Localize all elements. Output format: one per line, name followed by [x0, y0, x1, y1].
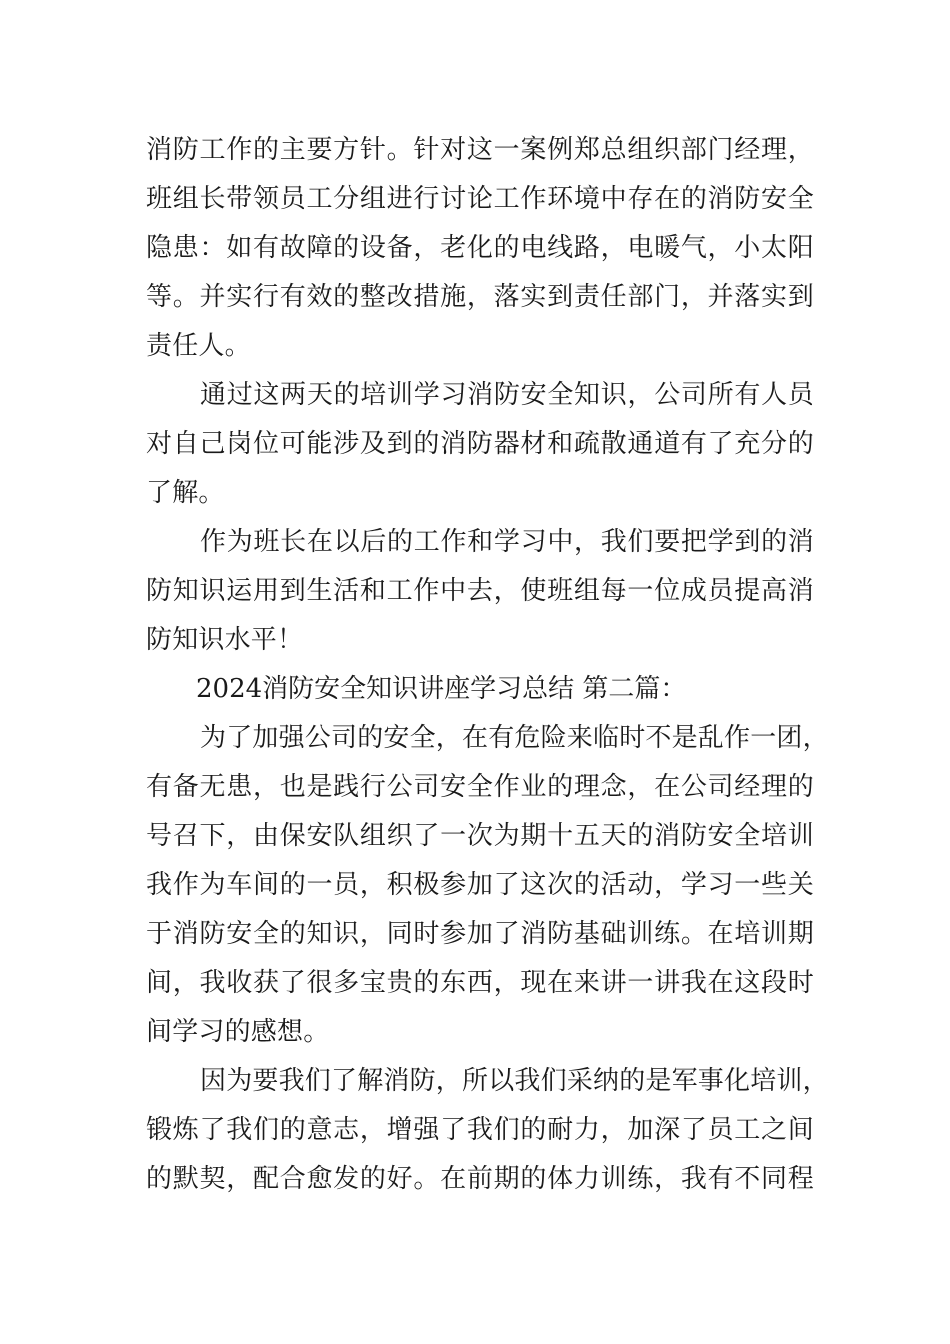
text-line: 等。并实行有效的整改措施，落实到责任部门，并落实到: [146, 282, 814, 312]
text-line: 了解。: [146, 478, 225, 508]
text-line: 间，我收获了很多宝贵的东西，现在来讲一讲我在这段时: [146, 968, 814, 998]
text-line: 因为要我们了解消防，所以我们采纳的是军事化培训，: [200, 1066, 829, 1096]
paragraph-6: [146, 1057, 829, 1204]
section-title: 2024消防安全知识讲座学习总结 第二篇：: [196, 674, 687, 704]
section-heading: [146, 665, 814, 714]
text-line: 间学习的感想。: [146, 1017, 330, 1047]
paragraph-2: [146, 371, 814, 518]
paragraph-1: [146, 126, 814, 371]
text-line: 我作为车间的一员，积极参加了这次的活动，学习一些关: [146, 870, 814, 900]
text-line: 通过这两天的培训学习消防安全知识，公司所有人员: [200, 380, 814, 410]
text-line: 对自己岗位可能涉及到的消防器材和疏散通道有了充分的: [146, 429, 814, 459]
text-line: 有备无患，也是践行公司安全作业的理念，在公司经理的: [146, 772, 814, 802]
text-line: 号召下，由保安队组织了一次为期十五天的消防安全培训: [146, 821, 814, 851]
text-line: 隐患：如有故障的设备，老化的电线路，电暖气，小太阳: [146, 233, 814, 263]
text-line: 班组长带领员工分组进行讨论工作环境中存在的消防安全: [146, 184, 814, 214]
text-line: 为了加强公司的安全，在有危险来临时不是乱作一团，: [200, 723, 829, 753]
text-line: 于消防安全的知识，同时参加了消防基础训练。在培训期: [146, 919, 814, 949]
text-line: 责任人。: [146, 331, 251, 361]
paragraph-3: [146, 518, 814, 665]
text-line: 消防工作的主要方针。针对这一案例郑总组织部门经理，: [146, 135, 814, 165]
text-line: 防知识水平！: [146, 625, 304, 655]
text-line: 的默契，配合愈发的好。在前期的体力训练，我有不同程: [146, 1164, 814, 1194]
text-line: 锻炼了我们的意志，增强了我们的耐力，加深了员工之间: [146, 1115, 814, 1145]
text-line: 防知识运用到生活和工作中去，使班组每一位成员提高消: [146, 576, 814, 606]
paragraph-5: [146, 714, 829, 1057]
document-body: [146, 126, 829, 1204]
text-line: 作为班长在以后的工作和学习中，我们要把学到的消: [200, 527, 814, 557]
